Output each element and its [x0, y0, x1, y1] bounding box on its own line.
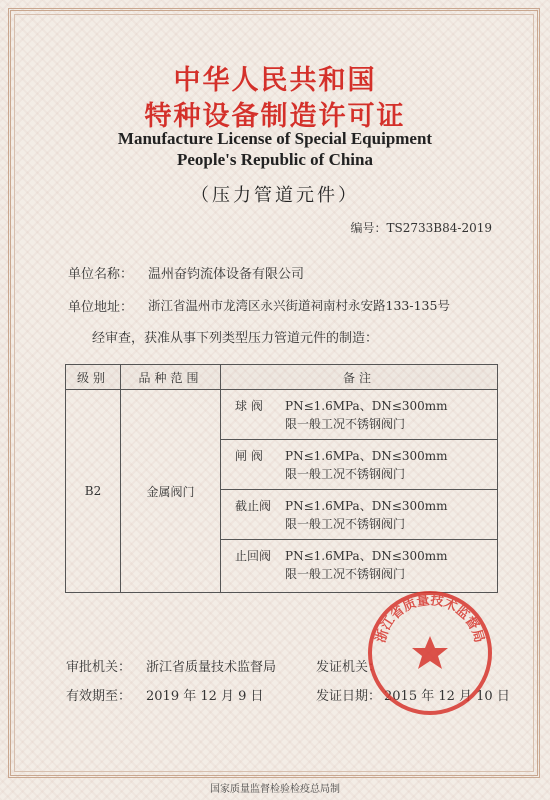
header-notes: 备注	[221, 365, 498, 390]
seal-text: 浙江省质量技术监督局	[373, 593, 487, 645]
certificate-number	[351, 219, 492, 236]
valve-restriction: 限一般工况不锈钢阀门	[285, 417, 406, 431]
note-item	[221, 490, 497, 540]
issue-date-label: 发证日期：	[316, 689, 382, 704]
header-scope: 品种范围	[121, 365, 221, 390]
title-en-line1: Manufacture License of Special Equipment	[117, 129, 433, 148]
note-item	[221, 540, 497, 592]
cert-no-value: TS2733B84-2019	[386, 221, 492, 235]
seal-star-icon	[412, 636, 448, 669]
valve-name: 闸 阀	[235, 449, 263, 463]
official-seal	[365, 588, 495, 718]
valve-spec: PN≤1.6MPa、DN≤300mm	[285, 399, 448, 413]
issue-date-value: 2015 年 12 月 10 日	[384, 689, 510, 704]
title-cn-line2: 特种设备制造许可证	[144, 101, 406, 132]
valid-until-value: 2019 年 12 月 9 日	[146, 689, 264, 704]
approval-authority-value: 浙江省质量技术监督局	[146, 660, 277, 675]
valid-until-label: 有效期至：	[66, 689, 132, 704]
valve-name: 截止阀	[235, 499, 272, 513]
valve-spec: PN≤1.6MPa、DN≤300mm	[285, 449, 448, 463]
valve-spec: PN≤1.6MPa、DN≤300mm	[285, 549, 448, 563]
approval-statement: 经审查，获准从事下列类型压力管道元件的制造：	[92, 331, 379, 346]
valve-restriction: 限一般工况不锈钢阀门	[285, 517, 406, 531]
table-row	[66, 390, 498, 593]
grade-cell: B2	[66, 390, 121, 593]
title-en-line2: People's Republic of China	[177, 150, 373, 169]
title-cn-line1: 中华人民共和国	[173, 65, 377, 96]
certificate-subtitle: （压力管道元件）	[191, 185, 359, 206]
valve-name: 止回阀	[235, 549, 272, 563]
note-item	[221, 390, 497, 440]
address-value: 浙江省温州市龙湾区永兴街道祠南村永安路133-135号	[148, 298, 450, 313]
approval-authority-label: 审批机关：	[66, 660, 132, 675]
valve-restriction: 限一般工况不锈钢阀门	[285, 567, 406, 581]
cert-no-label: 编号：	[350, 221, 387, 235]
footer-issuer: 国家质量监督检验检疫总局制	[210, 784, 340, 795]
address-label: 单位地址：	[68, 300, 134, 315]
note-item	[221, 440, 497, 490]
table-header-row	[66, 365, 498, 390]
header-grade: 级别	[66, 365, 121, 390]
scope-cell: 金属阀门	[121, 390, 221, 593]
valve-name: 球 阀	[235, 399, 263, 413]
unit-name-label: 单位名称：	[68, 267, 134, 282]
license-scope-table	[65, 364, 498, 593]
notes-cell	[221, 390, 498, 593]
unit-name-value: 温州奋钧流体设备有限公司	[148, 267, 305, 282]
valve-restriction: 限一般工况不锈钢阀门	[285, 467, 406, 481]
valve-spec: PN≤1.6MPa、DN≤300mm	[285, 499, 448, 513]
issuing-authority-label: 发证机关：	[316, 660, 382, 675]
